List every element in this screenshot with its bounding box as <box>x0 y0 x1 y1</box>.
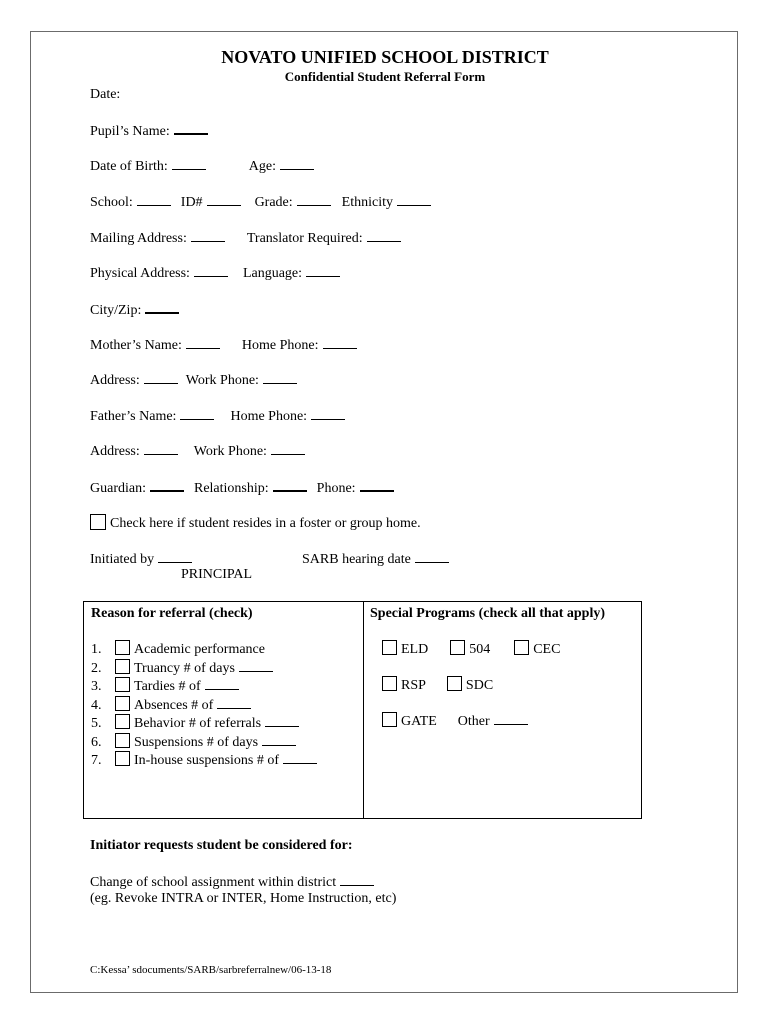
reason-checkbox[interactable] <box>115 659 130 674</box>
reason-list <box>91 640 317 770</box>
foster-row <box>90 514 421 532</box>
mother-row <box>90 337 357 354</box>
reason-item <box>91 696 317 715</box>
father-work-phone-label: Work Phone: <box>193 444 267 459</box>
sarb-date-label: SARB hearing date <box>302 552 411 567</box>
mother-name-label: Mother’s Name: <box>90 338 182 353</box>
mother-address-blank[interactable] <box>144 372 178 384</box>
504-checkbox[interactable] <box>450 640 465 655</box>
reason-blank[interactable] <box>262 734 296 746</box>
reason-label: Suspensions # of days <box>134 734 259 750</box>
reason-label: Tardies # of <box>134 679 201 694</box>
cec-checkbox[interactable] <box>514 640 529 655</box>
reason-number: 1. <box>91 642 102 657</box>
mother-address-label: Address: <box>90 373 140 388</box>
city-zip-row <box>90 301 179 319</box>
id-blank[interactable] <box>207 194 241 206</box>
id-label: ID# <box>180 195 203 210</box>
guardian-label: Guardian: <box>90 481 146 496</box>
change-assignment-label: Change of school assignment within district <box>90 875 337 890</box>
language-label: Language: <box>242 266 303 281</box>
father-home-phone-blank[interactable] <box>311 408 345 420</box>
reason-number: 7. <box>91 753 102 768</box>
translator-blank[interactable] <box>367 230 401 242</box>
mailing-address-blank[interactable] <box>191 230 225 242</box>
pupil-name-label: Pupil’s Name: <box>90 124 170 139</box>
sdc-label: SDC <box>465 678 494 693</box>
reason-item <box>91 714 317 733</box>
father-work-phone-blank[interactable] <box>271 443 305 455</box>
reason-item <box>91 751 317 770</box>
district-title: NOVATO UNIFIED SCHOOL DISTRICT <box>221 47 549 67</box>
language-blank[interactable] <box>306 265 340 277</box>
pupil-name-blank[interactable] <box>174 122 208 135</box>
reason-checkbox[interactable] <box>115 696 130 711</box>
father-row <box>90 408 345 425</box>
translator-label: Translator Required: <box>246 231 363 246</box>
relationship-blank[interactable] <box>273 479 307 492</box>
father-name-label: Father’s Name: <box>90 409 177 424</box>
reason-label: Academic performance <box>134 642 265 657</box>
example-line: (eg. Revoke INTRA or INTER, Home Instruction, etc) <box>90 891 397 906</box>
pupil-name-field[interactable] <box>90 122 208 140</box>
grade-blank[interactable] <box>297 194 331 206</box>
phone-blank[interactable] <box>360 479 394 492</box>
phone-label: Phone: <box>316 481 356 496</box>
reason-checkbox[interactable] <box>115 677 130 692</box>
reason-label: Absences # of <box>134 697 214 713</box>
reason-blank[interactable] <box>217 697 251 709</box>
ethnicity-blank[interactable] <box>397 194 431 206</box>
form-subtitle: Confidential Student Referral Form <box>284 69 486 84</box>
mother-work-phone-label: Work Phone: <box>185 373 259 388</box>
sarb-row <box>302 551 449 568</box>
eld-label: ELD <box>401 642 429 657</box>
reason-item <box>91 640 317 659</box>
change-assignment-blank[interactable] <box>340 874 374 886</box>
gate-label: GATE <box>401 714 437 729</box>
reason-checkbox[interactable] <box>115 733 130 748</box>
mother-home-phone-blank[interactable] <box>323 337 357 349</box>
physical-address-label: Physical Address: <box>90 266 190 281</box>
reason-number: 3. <box>91 679 102 694</box>
reason-number: 5. <box>91 716 102 731</box>
mailing-row <box>90 230 401 247</box>
city-zip-label: City/Zip: <box>90 303 142 318</box>
other-label: Other <box>457 714 490 729</box>
school-row <box>90 194 431 211</box>
principal-label: PRINCIPAL <box>181 567 253 582</box>
reason-label: Truancy # of days <box>134 660 235 676</box>
referral-table <box>83 601 642 819</box>
programs-row-3 <box>382 712 528 730</box>
grade-label: Grade: <box>254 195 293 210</box>
foster-checkbox[interactable] <box>90 514 106 530</box>
father-home-phone-label: Home Phone: <box>230 409 308 424</box>
mother-name-blank[interactable] <box>186 337 220 349</box>
change-assignment-row <box>90 874 374 891</box>
reason-item <box>91 677 317 696</box>
reason-label: In-house suspensions # of <box>134 753 280 768</box>
reason-label: Behavior # of referrals <box>134 716 262 731</box>
father-address-label: Address: <box>90 444 140 459</box>
reason-number: 4. <box>91 697 102 713</box>
rsp-checkbox[interactable] <box>382 676 397 691</box>
mother-home-phone-label: Home Phone: <box>241 338 319 353</box>
sarb-date-blank[interactable] <box>415 551 449 563</box>
school-blank[interactable] <box>137 194 171 206</box>
mother-address-row <box>90 372 297 389</box>
reason-blank[interactable] <box>205 678 239 690</box>
table-divider <box>363 602 364 818</box>
programs-heading: Special Programs (check all that apply) <box>370 606 606 621</box>
date-label: Date: <box>90 87 121 102</box>
reason-item <box>91 659 317 678</box>
relationship-label: Relationship: <box>193 481 269 496</box>
reason-heading: Reason for referral (check) <box>91 606 253 621</box>
reason-checkbox[interactable] <box>115 714 130 729</box>
initiated-by-label: Initiated by <box>90 552 155 567</box>
sdc-checkbox[interactable] <box>447 676 462 691</box>
reason-item <box>91 733 317 752</box>
mother-work-phone-blank[interactable] <box>263 372 297 384</box>
father-address-row <box>90 443 305 460</box>
cec-label: CEC <box>533 642 561 657</box>
reason-blank[interactable] <box>265 715 299 727</box>
programs-row-2 <box>382 676 493 694</box>
foster-label: Check here if student resides in a foster or group home. <box>110 516 421 531</box>
dob-blank[interactable] <box>172 158 206 170</box>
reason-blank[interactable] <box>283 752 317 764</box>
ethnicity-label: Ethnicity <box>341 195 393 210</box>
age-blank[interactable] <box>280 158 314 170</box>
physical-address-blank[interactable] <box>194 265 228 277</box>
initiator-heading: Initiator requests student be considered for: <box>90 838 353 853</box>
physical-row <box>90 265 340 282</box>
guardian-blank[interactable] <box>150 479 184 492</box>
school-label: School: <box>90 195 133 210</box>
programs-row-1 <box>382 640 560 658</box>
reason-number: 2. <box>91 660 102 676</box>
footer-path: C:Kessa’ sdocuments/SARB/sarbreferralnew/06-13-18 <box>90 964 332 976</box>
reason-blank[interactable] <box>239 660 273 672</box>
initiated-by-blank[interactable] <box>158 551 192 563</box>
reason-number: 6. <box>91 734 102 750</box>
reason-checkbox[interactable] <box>115 751 130 766</box>
504-label: 504 <box>469 642 491 657</box>
dob-label: Date of Birth: <box>90 159 168 174</box>
gate-checkbox[interactable] <box>382 712 397 727</box>
rsp-label: RSP <box>401 678 426 693</box>
dob-age-row <box>90 158 314 175</box>
eld-checkbox[interactable] <box>382 640 397 655</box>
mailing-address-label: Mailing Address: <box>90 231 187 246</box>
reason-checkbox[interactable] <box>115 640 130 655</box>
city-zip-blank[interactable] <box>145 301 179 314</box>
date-field[interactable] <box>90 87 120 103</box>
other-blank[interactable] <box>494 713 528 725</box>
father-name-blank[interactable] <box>180 408 214 420</box>
guardian-row <box>90 479 394 497</box>
initiated-row <box>90 551 192 568</box>
father-address-blank[interactable] <box>144 443 178 455</box>
age-label: Age: <box>248 159 276 174</box>
